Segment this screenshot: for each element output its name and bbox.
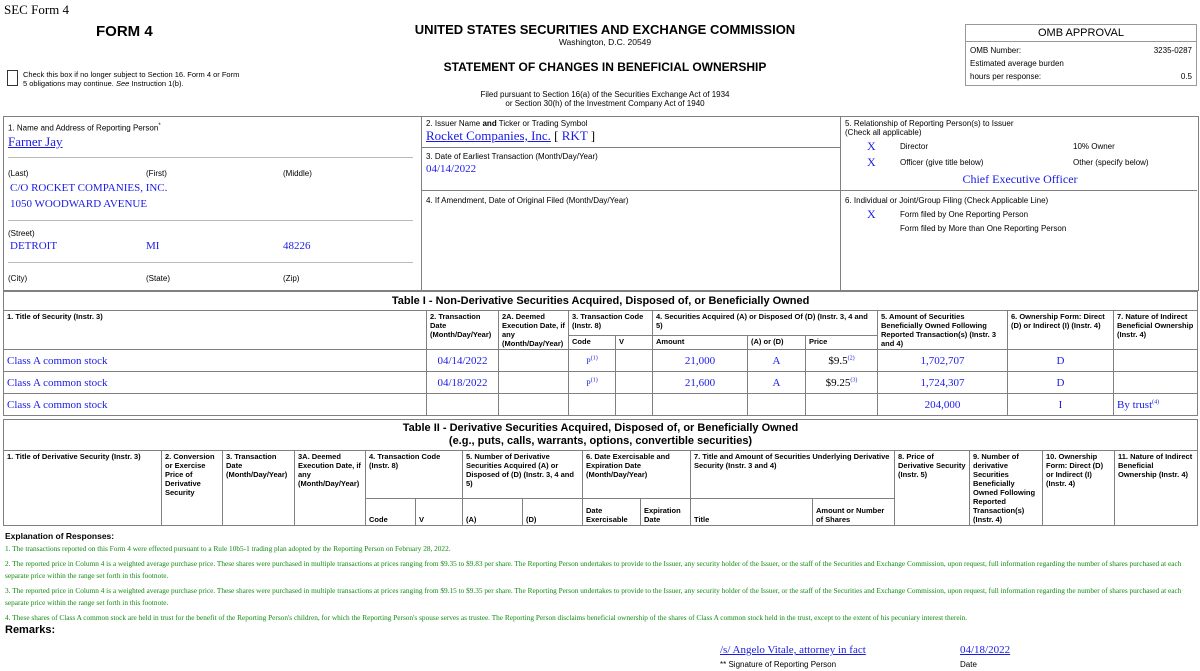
row-deemed bbox=[499, 394, 569, 416]
row-nature bbox=[1114, 350, 1198, 372]
row-title: Class A common stock bbox=[4, 372, 427, 394]
issuer-line: Rocket Companies, Inc. [ RKT ] bbox=[426, 128, 596, 143]
city-label: (City) bbox=[8, 274, 28, 283]
t1-sub-v: V bbox=[616, 335, 653, 349]
omb-hours: 0.5 bbox=[1180, 72, 1192, 81]
row-price bbox=[806, 394, 878, 416]
box4-label: 4. If Amendment, Date of Original Filed (Month/Day/Year) bbox=[426, 196, 629, 205]
t1-col-owned: 5. Amount of Securities Beneficially Owned Following Reported Transaction(s) (Instr. 3 and 4) bbox=[878, 311, 1008, 350]
box6-label: 6. Individual or Joint/Group Filing (Check Applicable Line) bbox=[845, 196, 1049, 205]
officer-title: Chief Executive Officer bbox=[962, 172, 1078, 186]
first-label: (First) bbox=[146, 169, 167, 178]
earliest-transaction-date: 04/14/2022 bbox=[426, 163, 477, 175]
city-value: DETROIT bbox=[10, 240, 58, 252]
row-date: 04/18/2022 bbox=[427, 372, 499, 394]
t1-col-date: 2. Transaction Date (Month/Day/Year) bbox=[427, 311, 499, 350]
explanation-notes bbox=[5, 543, 1195, 624]
t1-col-form: 6. Ownership Form: Direct (D) or Indirect (I) (Instr. 4) bbox=[1008, 311, 1114, 350]
t2-sub-exercisable: Date Exercisable bbox=[583, 499, 641, 526]
t1-sub-code: Code bbox=[569, 335, 616, 349]
row-form: D bbox=[1008, 350, 1114, 372]
filed-pursuant: Filed pursuant to Section 16(a) of the Securities Exchange Act of 1934 or Section 30(h) of the Investment Company Act of 1940 bbox=[480, 90, 730, 108]
owner10-label: 10% Owner bbox=[1073, 142, 1115, 151]
other-label: Other (specify below) bbox=[1073, 158, 1149, 167]
t2-col-acquired: 5. Number of Derivative Securities Acquired (A) or Disposed of (D) (Instr. 3, 4 and 5) bbox=[463, 451, 583, 499]
table2-title: Table II - Derivative Securities Acquired, Disposed of, or Beneficially Owned (e.g., puts, calls, warrants, options, convertible securities) bbox=[4, 420, 1198, 451]
t1-col-acquired: 4. Securities Acquired (A) or Disposed Of (D) (Instr. 3, 4 and 5) bbox=[653, 311, 878, 336]
t2-col-code: 4. Transaction Code (Instr. 8) bbox=[366, 451, 463, 499]
t2-col-number: 9. Number of derivative Securities Beneficially Owned Following Reported Transaction(s) (Instr. 4) bbox=[970, 451, 1043, 526]
officer-mark: X bbox=[867, 155, 876, 169]
footnote-4: 4. These shares of Class A common stock are held in trust for the benefit of the Reporting Person's children, for which the Reporting Person's spouse serves as trustee. The Reporting Person disclaims beneficial ownership of the shares of Class A common stock held in the trust, except to the extent of his pecuniary interest therein. bbox=[5, 613, 968, 622]
agency-name: UNITED STATES SECURITIES AND EXCHANGE COMMISSION bbox=[414, 22, 796, 37]
omb-number-label: OMB Number: bbox=[970, 46, 1022, 55]
row-code bbox=[569, 394, 616, 416]
t2-col-underlying: 7. Title and Amount of Securities Underlying Derivative Security (Instr. 3 and 4) bbox=[691, 451, 895, 499]
row-aod bbox=[748, 394, 806, 416]
t2-sub-a: (A) bbox=[463, 499, 523, 526]
t1-sub-amount: Amount bbox=[653, 335, 748, 349]
statement-title: STATEMENT OF CHANGES IN BENEFICIAL OWNERSHIP bbox=[443, 60, 767, 74]
state-value: MI bbox=[146, 240, 160, 252]
t1-col-deemed: 2A. Deemed Execution Date, if any (Month/Day/Year) bbox=[499, 311, 569, 350]
footnote-2: 2. The reported price in Column 4 is a weighted average purchase price. These shares were purchased in multiple transactions at prices ranging from $9.35 to $9.83 per share. The Reporting Person undertakes to provide to the Issuer, any security holder of the Issuer, or the staff of the Securities and Exchange Commission, upon request, full information regarding the number of shares purchased at each separate price within the range set forth in this footnote. bbox=[5, 559, 1182, 580]
one-person-label: Form filed by One Reporting Person bbox=[900, 210, 1029, 219]
omb-title: OMB APPROVAL bbox=[966, 25, 1196, 42]
row-form: I bbox=[1008, 394, 1114, 416]
address-line1: C/O ROCKET COMPANIES, INC. bbox=[10, 182, 168, 194]
box2-label: 2. Issuer Name and Ticker or Trading Symbol bbox=[426, 119, 588, 128]
row-amount: 21,000 bbox=[653, 350, 748, 372]
row-date: 04/14/2022 bbox=[427, 350, 499, 372]
t2-col-exercisable: 6. Date Exercisable and Expiration Date (Month/Day/Year) bbox=[583, 451, 691, 499]
t2-col-nature: 11. Nature of Indirect Beneficial Ownership (Instr. 4) bbox=[1115, 451, 1198, 526]
row-v bbox=[616, 372, 653, 394]
t2-col-conversion: 2. Conversion or Exercise Price of Derivative Security bbox=[162, 451, 223, 526]
row-price: $9.25$^{(3)}$ bbox=[806, 372, 878, 394]
section16-checkbox[interactable] bbox=[7, 70, 18, 86]
doc-label: SEC Form 4 bbox=[4, 2, 70, 17]
box1-label: 1. Name and Address of Reporting Person* bbox=[8, 123, 161, 133]
t2-sub-amount: Amount or Number of Shares bbox=[813, 499, 895, 526]
row-owned: 204,000 bbox=[878, 394, 1008, 416]
row-deemed bbox=[499, 372, 569, 394]
row-v bbox=[616, 350, 653, 372]
reporting-person-name-link[interactable]: Farner Jay bbox=[8, 134, 63, 149]
table-row bbox=[4, 394, 1198, 416]
footnote-1: 1. The transactions reported on this Form 4 were effected pursuant to a Rule 10b5-1 trading plan adopted by the Reporting Person on February 28, 2022. bbox=[5, 544, 451, 553]
t2-sub-v: V bbox=[416, 499, 463, 526]
checkbox-text: Check this box if no longer subject to Section 16. Form 4 or Form 5 obligations may continue. See Instruction 1(b). bbox=[23, 70, 240, 88]
t1-col-nature: 7. Nature of Indirect Beneficial Ownership (Instr. 4) bbox=[1114, 311, 1198, 350]
state-label: (State) bbox=[146, 274, 171, 283]
t2-sub-title: Title bbox=[691, 499, 813, 526]
issuer-name-link[interactable]: Rocket Companies, Inc. bbox=[426, 128, 551, 143]
row-price: $9.5$^{(2)}$ bbox=[806, 350, 878, 372]
agency-city: Washington, D.C. 20549 bbox=[558, 37, 652, 47]
more-person-label: Form filed by More than One Reporting Person bbox=[900, 224, 1067, 233]
table-non-derivative bbox=[3, 291, 1198, 416]
t2-col-date: 3. Transaction Date (Month/Day/Year) bbox=[223, 451, 295, 526]
box3-label: 3. Date of Earliest Transaction (Month/Day/Year) bbox=[426, 152, 598, 161]
t2-col-deemed: 3A. Deemed Execution Date, if any (Month/Day/Year) bbox=[295, 451, 366, 526]
form-title: FORM 4 bbox=[96, 23, 153, 40]
signature-link[interactable]: /s/ Angelo Vitale, attorney in fact bbox=[720, 644, 866, 656]
signature-date-label: Date bbox=[960, 660, 977, 669]
row-date bbox=[427, 394, 499, 416]
omb-burden-label: Estimated average burden bbox=[970, 59, 1064, 68]
row-v bbox=[616, 394, 653, 416]
remarks-heading: Remarks: bbox=[5, 624, 56, 636]
t2-sub-expiration: Expiration Date bbox=[641, 499, 691, 526]
row-form: D bbox=[1008, 372, 1114, 394]
zip-value: 48226 bbox=[283, 240, 311, 252]
box5-label: 5. Relationship of Reporting Person(s) to Issuer (Check all applicable) bbox=[845, 119, 1014, 137]
table1-title: Table I - Non-Derivative Securities Acquired, Disposed of, or Beneficially Owned bbox=[4, 292, 1198, 311]
row-title: Class A common stock bbox=[4, 394, 427, 416]
t1-sub-aod: (A) or (D) bbox=[748, 335, 806, 349]
omb-approval-box bbox=[965, 24, 1197, 86]
t1-col-title: 1. Title of Security (Instr. 3) bbox=[4, 311, 427, 350]
omb-hours-label: hours per response: bbox=[970, 72, 1042, 81]
row-deemed bbox=[499, 350, 569, 372]
director-label: Director bbox=[900, 142, 929, 151]
row-nature: By trust$^{(4)}$ bbox=[1114, 394, 1198, 416]
row-aod: A bbox=[748, 372, 806, 394]
row-amount: 21,600 bbox=[653, 372, 748, 394]
row-aod: A bbox=[748, 350, 806, 372]
row-code: $P^{(1)}$ bbox=[569, 350, 616, 372]
row-amount bbox=[653, 394, 748, 416]
signature-date-link[interactable]: 04/18/2022 bbox=[960, 644, 1011, 656]
t1-col-code: 3. Transaction Code (Instr. 8) bbox=[569, 311, 653, 336]
table-derivative bbox=[3, 419, 1198, 526]
explanation-heading: Explanation of Responses: bbox=[5, 531, 115, 541]
table-row bbox=[4, 372, 1198, 394]
t2-sub-code: Code bbox=[366, 499, 416, 526]
ticker-symbol: RKT bbox=[561, 128, 588, 143]
t2-col-form: 10. Ownership Form: Direct (D) or Indirect (I) (Instr. 4) bbox=[1043, 451, 1115, 526]
row-owned: 1,724,307 bbox=[878, 372, 1008, 394]
address-line2: 1050 WOODWARD AVENUE bbox=[10, 198, 148, 210]
t2-col-title: 1. Title of Derivative Security (Instr. 3) bbox=[4, 451, 162, 526]
signature-label: ** Signature of Reporting Person bbox=[720, 660, 837, 669]
one-person-mark: X bbox=[867, 207, 876, 221]
omb-number: 3235-0287 bbox=[1153, 46, 1192, 55]
director-mark: X bbox=[867, 139, 876, 153]
row-title: Class A common stock bbox=[4, 350, 427, 372]
officer-label: Officer (give title below) bbox=[900, 158, 984, 167]
row-code: $P^{(1)}$ bbox=[569, 372, 616, 394]
table-row bbox=[4, 350, 1198, 372]
t2-sub-d: (D) bbox=[523, 499, 583, 526]
t1-sub-price: Price bbox=[806, 335, 878, 349]
row-nature bbox=[1114, 372, 1198, 394]
header-block bbox=[310, 22, 900, 108]
row-owned: 1,702,707 bbox=[878, 350, 1008, 372]
footnote-3: 3. The reported price in Column 4 is a weighted average purchase price. These shares were purchased in multiple transactions at prices ranging from $9.15 to $9.35 per share. The Reporting Person undertakes to provide to the Issuer, any security holder of the Issuer, or the staff of the Securities and Exchange Commission, upon request, full information regarding the number of shares purchased at each separate price within the range set forth in this footnote. bbox=[5, 586, 1182, 607]
t2-col-price: 8. Price of Derivative Security (Instr. 5) bbox=[895, 451, 970, 526]
last-label: (Last) bbox=[8, 169, 29, 178]
street-label: (Street) bbox=[8, 229, 35, 238]
zip-label: (Zip) bbox=[283, 274, 300, 283]
middle-label: (Middle) bbox=[283, 169, 312, 178]
